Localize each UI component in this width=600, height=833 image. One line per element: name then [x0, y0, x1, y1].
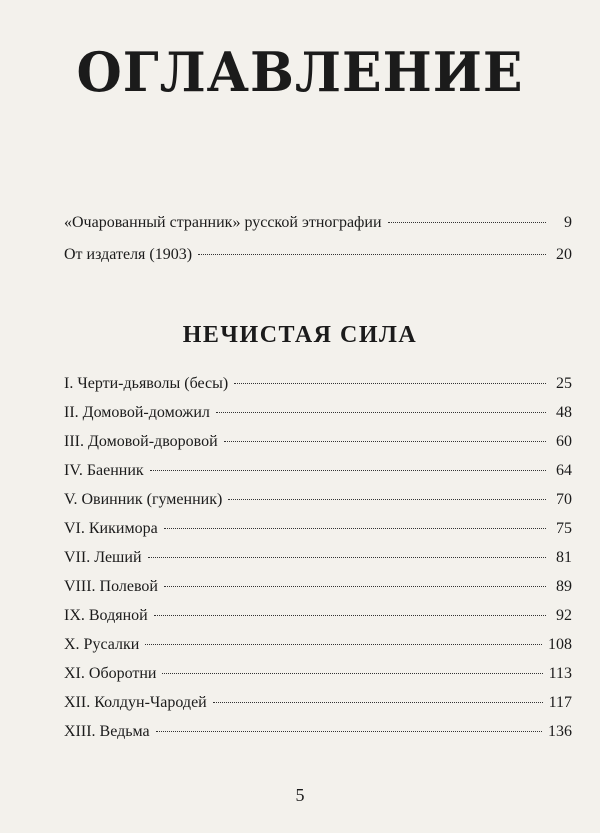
toc-entry[interactable]	[64, 246, 572, 270]
toc-entry[interactable]	[64, 491, 572, 515]
toc-entry[interactable]	[64, 723, 572, 747]
dot-leader	[145, 644, 542, 645]
toc-entry[interactable]	[64, 636, 572, 660]
toc-entry-page: 70	[556, 491, 572, 508]
toc-entry-label: XI. Оборотни	[64, 665, 157, 682]
dot-leader	[164, 586, 546, 587]
toc-entry-label: X. Русалки	[64, 636, 140, 653]
toc-entry-label: XII. Колдун-Чародей	[64, 694, 207, 711]
toc-entry-label: IV. Баенник	[64, 462, 144, 479]
dot-leader	[154, 615, 546, 616]
toc-entry-label: V. Овинник (гуменник)	[64, 491, 223, 508]
toc-entry-page: 117	[548, 694, 572, 711]
dot-leader	[164, 528, 546, 529]
toc-entry-page: 92	[556, 607, 572, 624]
dot-leader	[148, 557, 547, 558]
toc-entry-page: 64	[556, 462, 572, 479]
toc-entry-page: 89	[556, 578, 572, 595]
dot-leader	[162, 673, 542, 674]
dot-leader	[224, 441, 546, 442]
toc-entry-label: IX. Водяной	[64, 607, 148, 624]
toc-entry-label: II. Домовой-доможил	[64, 404, 210, 421]
page-number: 5	[295, 785, 305, 805]
toc-entry[interactable]	[64, 520, 572, 544]
toc-entry[interactable]	[64, 214, 572, 238]
toc-entry-label: I. Черти-дьяволы (бесы)	[64, 375, 229, 392]
dot-leader	[234, 383, 546, 384]
toc-entry-label: VI. Кикимора	[64, 520, 158, 537]
toc-entry-page: 113	[548, 665, 572, 682]
dot-leader	[388, 222, 546, 223]
toc-entry-page: 48	[556, 404, 572, 421]
toc-entry-page: 9	[564, 214, 572, 231]
toc-entry[interactable]	[64, 375, 572, 399]
page-title: ОГЛАВЛЕНИЕ	[76, 40, 524, 105]
dot-leader	[198, 254, 546, 255]
toc-entry-label: VII. Леший	[64, 549, 142, 566]
section-heading: НЕЧИСТАЯ СИЛА	[182, 322, 418, 348]
toc-entry-label: «Очарованный странник» русской этнографии	[64, 214, 382, 231]
toc-entry-page: 108	[548, 636, 572, 653]
toc-entry-page: 81	[556, 549, 572, 566]
toc-entry[interactable]	[64, 462, 572, 486]
toc-entry-label: VIII. Полевой	[64, 578, 158, 595]
toc-entry-page: 75	[556, 520, 572, 537]
toc-entry[interactable]	[64, 694, 572, 718]
dot-leader	[150, 470, 546, 471]
toc-entry-page: 20	[556, 246, 572, 263]
toc-entry-label: III. Домовой-дворовой	[64, 433, 218, 450]
dot-leader	[213, 702, 543, 703]
toc-entry-label: От издателя (1903)	[64, 246, 193, 263]
toc-entry-page: 136	[548, 723, 572, 740]
toc-entry[interactable]	[64, 578, 572, 602]
toc-entry[interactable]	[64, 665, 572, 689]
toc-entry-page: 60	[556, 433, 572, 450]
toc-entry[interactable]	[64, 607, 572, 631]
toc-entry[interactable]	[64, 433, 572, 457]
toc-entry-page: 25	[556, 375, 572, 392]
dot-leader	[228, 499, 546, 500]
dot-leader	[216, 412, 546, 413]
toc-entry[interactable]	[64, 404, 572, 428]
dot-leader	[156, 731, 542, 732]
toc-entry-label: XIII. Ведьма	[64, 723, 150, 740]
toc-entry[interactable]	[64, 549, 572, 573]
